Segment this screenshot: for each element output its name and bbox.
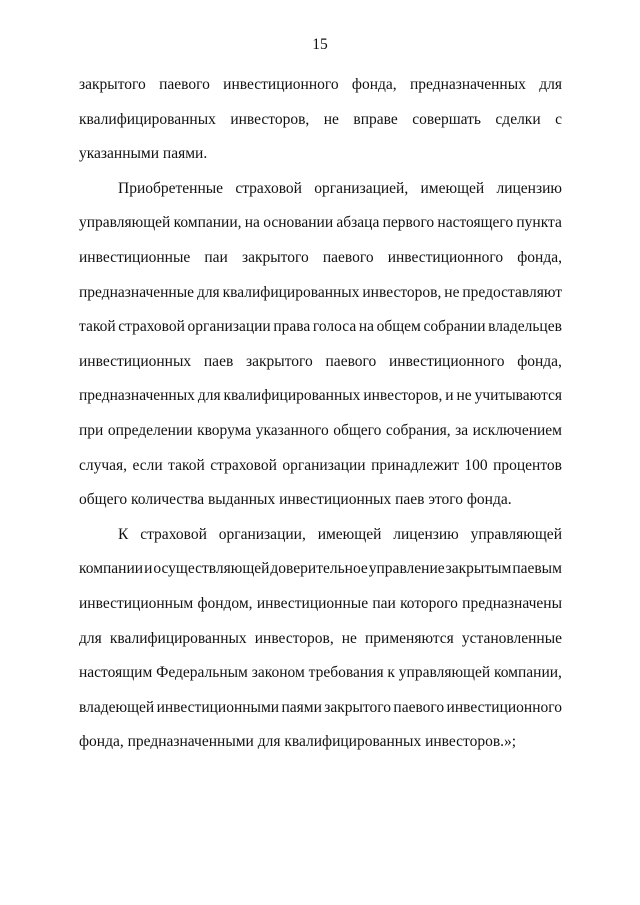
word: пункта — [516, 214, 562, 231]
word: кворума — [197, 422, 252, 439]
word: не — [323, 111, 339, 128]
word: владеющей — [79, 699, 155, 716]
word: квалифицированных — [223, 387, 361, 404]
word: имеющей — [420, 180, 485, 197]
word: компании, — [493, 664, 562, 681]
word: учитываются — [474, 387, 562, 404]
word: инвестиционного — [387, 249, 504, 266]
word: имеющей — [317, 526, 382, 543]
word: паевого — [322, 249, 374, 266]
word: предназначенных — [79, 387, 195, 404]
word: паевого — [393, 699, 445, 716]
word: организацией, — [314, 180, 409, 197]
text-line — [79, 353, 562, 371]
word: инвестиционных — [79, 353, 192, 370]
word: на — [358, 318, 374, 335]
word: инвестиционного — [446, 699, 562, 716]
word: инвесторов, — [363, 387, 443, 404]
word: инвестиционные — [256, 595, 369, 612]
word: предназначены — [462, 595, 562, 612]
word: инвестиционного — [389, 353, 505, 370]
word: лицензию — [496, 180, 562, 197]
word: исключением — [472, 422, 562, 439]
word: квалифицированных — [109, 630, 247, 647]
word: принадлежит — [371, 457, 459, 474]
word: квалифицированных — [79, 111, 216, 128]
text-line — [79, 318, 562, 336]
text-line: общего количества выданных инвестиционных паев этого фонда. — [79, 491, 512, 508]
word: закрытого — [79, 76, 146, 93]
word: законом — [251, 664, 305, 681]
text-line — [79, 422, 562, 440]
word: голоса — [312, 318, 357, 335]
word: инвестиционным — [79, 595, 194, 612]
word: К — [118, 526, 129, 543]
word: процентов — [493, 457, 562, 474]
word: собрания, — [385, 422, 451, 439]
word: инвестиционного — [223, 76, 339, 93]
text-line — [79, 664, 562, 682]
word: паевого — [325, 353, 377, 370]
word: требования — [308, 664, 384, 681]
word: предоставляют — [462, 284, 562, 301]
word: вправе — [353, 111, 398, 128]
word: инвесторов, — [230, 111, 310, 128]
word: на — [244, 214, 260, 231]
word: установленные — [461, 630, 562, 647]
text-line — [79, 630, 562, 648]
word: сделки — [495, 111, 541, 128]
text-line — [79, 111, 562, 129]
word: первого — [382, 214, 435, 231]
word: инвестиционные — [79, 249, 191, 266]
word: за — [455, 422, 469, 439]
word: настоящего — [437, 214, 514, 231]
word: собрании — [423, 318, 486, 335]
text-line — [118, 180, 562, 198]
word: настоящим — [79, 664, 153, 681]
word: организации, — [218, 526, 306, 543]
word: при — [79, 422, 104, 439]
word: страховой — [140, 526, 207, 543]
word: страховой — [235, 180, 302, 197]
word: с — [555, 111, 562, 128]
word: не — [444, 284, 460, 301]
word: доверительное — [270, 560, 368, 577]
word: для — [539, 76, 562, 93]
word: осуществляющей — [153, 560, 270, 577]
text-line — [79, 387, 562, 405]
word: для — [79, 630, 102, 647]
text-line — [79, 214, 562, 232]
text-line — [79, 284, 562, 302]
word: владельцев — [488, 318, 562, 335]
word: организации — [187, 318, 271, 335]
text-line — [79, 76, 562, 94]
word: которого — [400, 595, 458, 612]
word: управляющей — [79, 214, 171, 231]
word: фондом, — [197, 595, 253, 612]
text-line — [118, 526, 562, 544]
word: страховой — [210, 457, 277, 474]
word: паями — [281, 699, 322, 716]
word: фонда, — [517, 353, 562, 370]
word: и — [445, 387, 454, 404]
word: если — [132, 457, 163, 474]
word: предназначенные — [79, 284, 195, 301]
word: общем — [376, 318, 421, 335]
word: управляющей — [470, 526, 562, 543]
word: и — [144, 560, 153, 577]
text-line — [79, 560, 562, 578]
word: совершать — [412, 111, 481, 128]
word: закрытого — [246, 353, 313, 370]
word: паи — [372, 595, 396, 612]
word: права — [273, 318, 311, 335]
word: инвестиционными — [156, 699, 280, 716]
text-line — [79, 595, 562, 613]
word: фонда, — [351, 76, 397, 93]
word: Приобретенные — [118, 180, 224, 197]
word: компании, — [173, 214, 242, 231]
word: для — [197, 387, 221, 404]
word: инвесторов, — [362, 284, 442, 301]
word: к — [387, 664, 395, 681]
word: такой — [79, 318, 116, 335]
word: применяются — [365, 630, 454, 647]
word: компании — [79, 560, 144, 577]
page-number: 15 — [312, 36, 328, 53]
word: общего — [333, 422, 382, 439]
word: лицензию — [393, 526, 459, 543]
word: не — [456, 387, 472, 404]
word: 100 — [464, 457, 488, 474]
word: закрытого — [324, 699, 392, 716]
word: закрытым — [445, 560, 512, 577]
word: организации — [282, 457, 366, 474]
word: случая, — [79, 457, 128, 474]
text-line — [79, 457, 562, 475]
word: указанного — [255, 422, 329, 439]
text-line: фонда, предназначенными для квалифицированных инвесторов.»; — [79, 733, 517, 750]
word: основании — [263, 214, 334, 231]
word: управление — [368, 560, 445, 577]
text-line — [79, 249, 562, 267]
word: для — [196, 284, 220, 301]
word: квалифицированных — [222, 284, 360, 301]
word: страховой — [118, 318, 185, 335]
word: паев — [203, 353, 234, 370]
word: инвесторов, — [254, 630, 334, 647]
word: не — [341, 630, 357, 647]
word: Федеральным — [156, 664, 248, 681]
word: абзаца — [336, 214, 380, 231]
text-line — [79, 699, 562, 717]
word: паи — [204, 249, 228, 266]
word: предназначенных — [409, 76, 526, 93]
word: определении — [107, 422, 193, 439]
word: паевым — [512, 560, 562, 577]
word: такой — [168, 457, 205, 474]
word: фонда, — [517, 249, 562, 266]
word: управляющей — [398, 664, 491, 681]
word: закрытого — [241, 249, 309, 266]
text-line: указанными паями. — [79, 145, 208, 162]
word: паевого — [159, 76, 210, 93]
